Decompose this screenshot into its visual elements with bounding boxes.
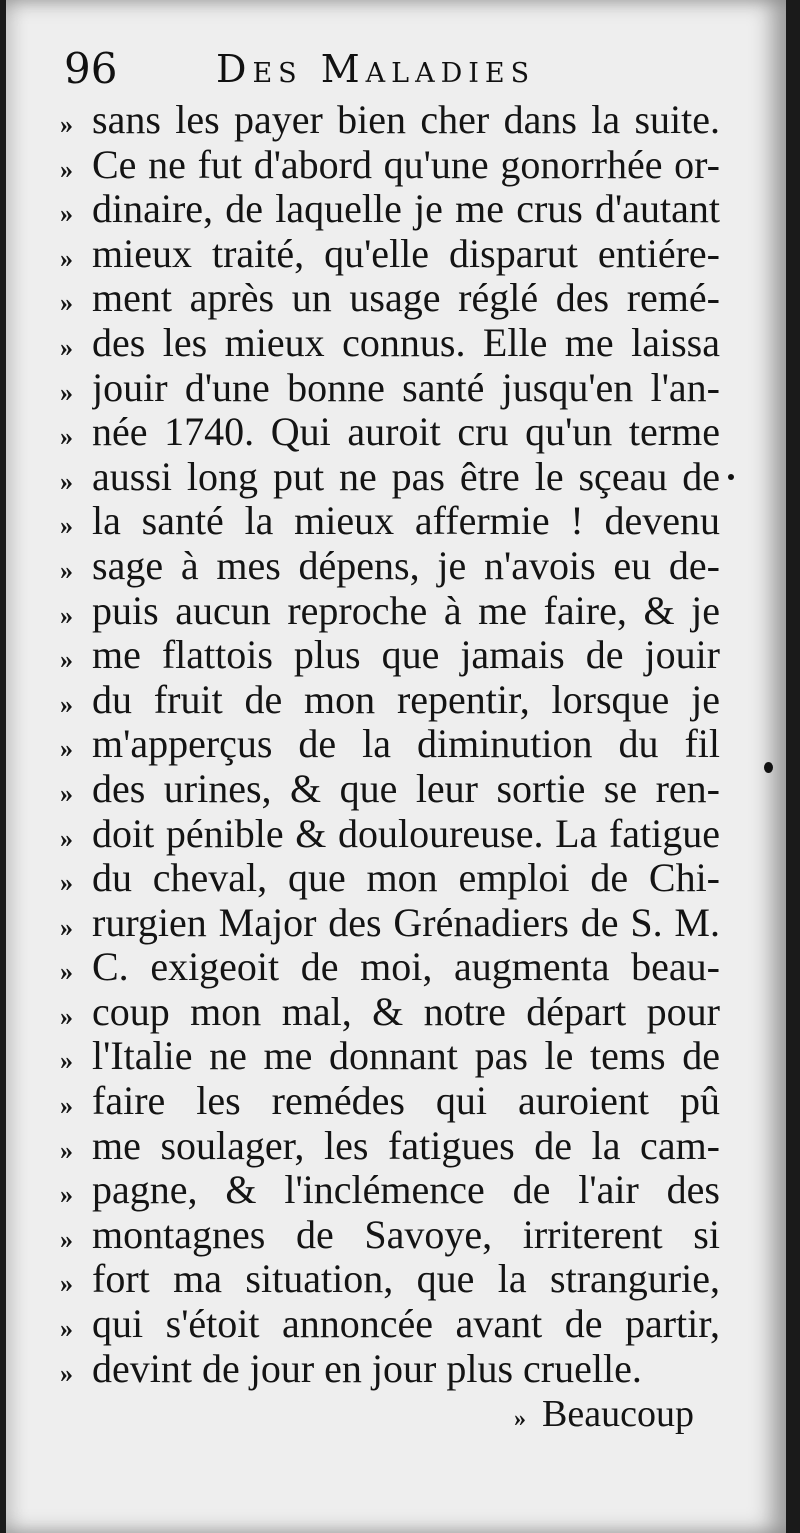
quote-mark: » xyxy=(60,332,73,362)
quote-mark: » xyxy=(60,110,73,139)
line-text: puis aucun reproche à me faire, & je xyxy=(92,588,720,633)
text-line xyxy=(60,1124,720,1169)
quote-mark: » xyxy=(60,734,73,764)
quote-mark: » xyxy=(60,288,73,318)
line-text: coup mon mal, & notre départ pour xyxy=(92,989,720,1034)
text-line xyxy=(60,232,720,277)
text-line xyxy=(60,1034,720,1079)
line-text: née 1740. Qui auroit cru qu'un terme xyxy=(92,410,720,455)
text-line xyxy=(60,499,720,544)
text-line xyxy=(60,321,720,366)
quote-mark: » xyxy=(60,778,73,808)
line-text: m'apperçus de la diminution du fil xyxy=(92,722,720,767)
line-text: rurgien Major des Grénadiers de S. M. xyxy=(92,900,720,945)
line-text: aussi long put ne pas être le sçeau de xyxy=(92,454,720,499)
quote-mark: » xyxy=(60,1269,73,1299)
catchword-text: Beaucoup xyxy=(542,1393,694,1435)
line-text: sage à mes dépens, je n'avois eu de- xyxy=(92,543,720,588)
line-text: jouir d'une bonne santé jusqu'en l'an- xyxy=(92,365,720,410)
text-line xyxy=(60,901,720,946)
quote-mark: » xyxy=(60,1358,73,1388)
quote-mark: » xyxy=(60,466,73,496)
line-text: mieux traité, qu'elle disparut entiére- xyxy=(92,231,720,276)
text-line xyxy=(60,678,720,723)
line-text: C. exigeoit de moi, augmenta beau- xyxy=(92,945,720,990)
ink-speck xyxy=(728,474,734,480)
text-line xyxy=(60,1347,720,1392)
quote-mark: » xyxy=(60,689,73,719)
text-line xyxy=(60,143,720,188)
text-line xyxy=(60,633,720,678)
quote-mark: » xyxy=(60,1224,73,1254)
body-text xyxy=(60,98,720,1391)
text-line xyxy=(60,945,720,990)
line-text: me soulager, les fatigues de la cam- xyxy=(92,1123,720,1168)
text-line xyxy=(60,722,720,767)
text-line xyxy=(60,589,720,634)
quote-mark: » xyxy=(60,645,73,675)
text-line xyxy=(60,856,720,901)
line-text: fort ma situation, que la strangurie, xyxy=(92,1257,720,1302)
text-line xyxy=(60,1168,720,1213)
quote-mark: » xyxy=(60,1135,73,1165)
quote-mark: » xyxy=(60,1001,73,1031)
quote-mark: » xyxy=(60,1091,73,1121)
page-header xyxy=(64,44,764,94)
text-line xyxy=(60,276,720,321)
ink-speck xyxy=(764,762,773,773)
quote-mark: » xyxy=(60,1314,73,1344)
quote-mark: » xyxy=(60,422,73,452)
line-text: l'Italie ne me donnant pas le tems de xyxy=(92,1034,720,1079)
quote-mark: » xyxy=(60,243,73,273)
quote-mark: » xyxy=(60,1180,73,1210)
quote-mark: » xyxy=(60,555,73,585)
text-line xyxy=(60,455,720,500)
text-line xyxy=(60,544,720,589)
quote-mark: » xyxy=(60,868,73,898)
line-text: qui s'étoit annoncée avant de partir, xyxy=(92,1302,720,1347)
quote-mark: » xyxy=(60,154,73,184)
line-text: des les mieux connus. Elle me laissa xyxy=(92,320,720,365)
line-text: dinaire, de laquelle je me crus d'autant xyxy=(92,187,720,232)
quote-mark: » xyxy=(60,199,73,229)
page-number: 96 xyxy=(64,44,118,93)
text-line xyxy=(60,1257,720,1302)
quote-mark: » xyxy=(60,600,73,630)
book-page xyxy=(6,0,786,1533)
quote-mark: » xyxy=(60,823,73,853)
running-title: Des Maladies xyxy=(216,47,536,91)
text-line xyxy=(60,98,720,143)
line-text: des urines, & que leur sortie se ren- xyxy=(92,766,720,811)
text-line xyxy=(60,366,720,411)
line-text: du fruit de mon repentir, lorsque je xyxy=(92,677,720,722)
quote-mark: » xyxy=(60,912,73,942)
quote-mark: » xyxy=(60,377,73,407)
line-text: sans les payer bien cher dans la suite. xyxy=(92,98,720,142)
text-line xyxy=(60,187,720,232)
line-text: Ce ne fut d'abord qu'une gonorrhée or- xyxy=(92,142,720,187)
quote-mark: » xyxy=(60,1046,73,1076)
quote-mark: » xyxy=(60,511,73,541)
text-line xyxy=(60,1302,720,1347)
text-line xyxy=(60,1213,720,1258)
line-text: ment après un usage réglé des remé- xyxy=(92,276,720,321)
text-line xyxy=(60,410,720,455)
catchword xyxy=(514,1392,694,1441)
text-line xyxy=(60,990,720,1035)
line-text: doit pénible & douloureuse. La fatigue xyxy=(92,811,720,856)
line-text: faire les remédes qui auroient pû xyxy=(92,1079,720,1124)
catchword-quote-mark: » xyxy=(514,1406,527,1432)
line-text: me flattois plus que jamais de jouir xyxy=(92,633,720,678)
text-line xyxy=(60,812,720,857)
text-line xyxy=(60,1079,720,1124)
line-text: pagne, & l'inclémence de l'air des xyxy=(92,1168,720,1213)
line-text: devint de jour en jour plus cruelle. xyxy=(92,1346,642,1391)
quote-mark: » xyxy=(60,957,73,987)
text-line xyxy=(60,767,720,812)
line-text: du cheval, que mon emploi de Chi- xyxy=(92,856,720,901)
line-text: la santé la mieux affermie ! devenu xyxy=(92,499,720,544)
line-text: montagnes de Savoye, irriterent si xyxy=(92,1212,720,1257)
